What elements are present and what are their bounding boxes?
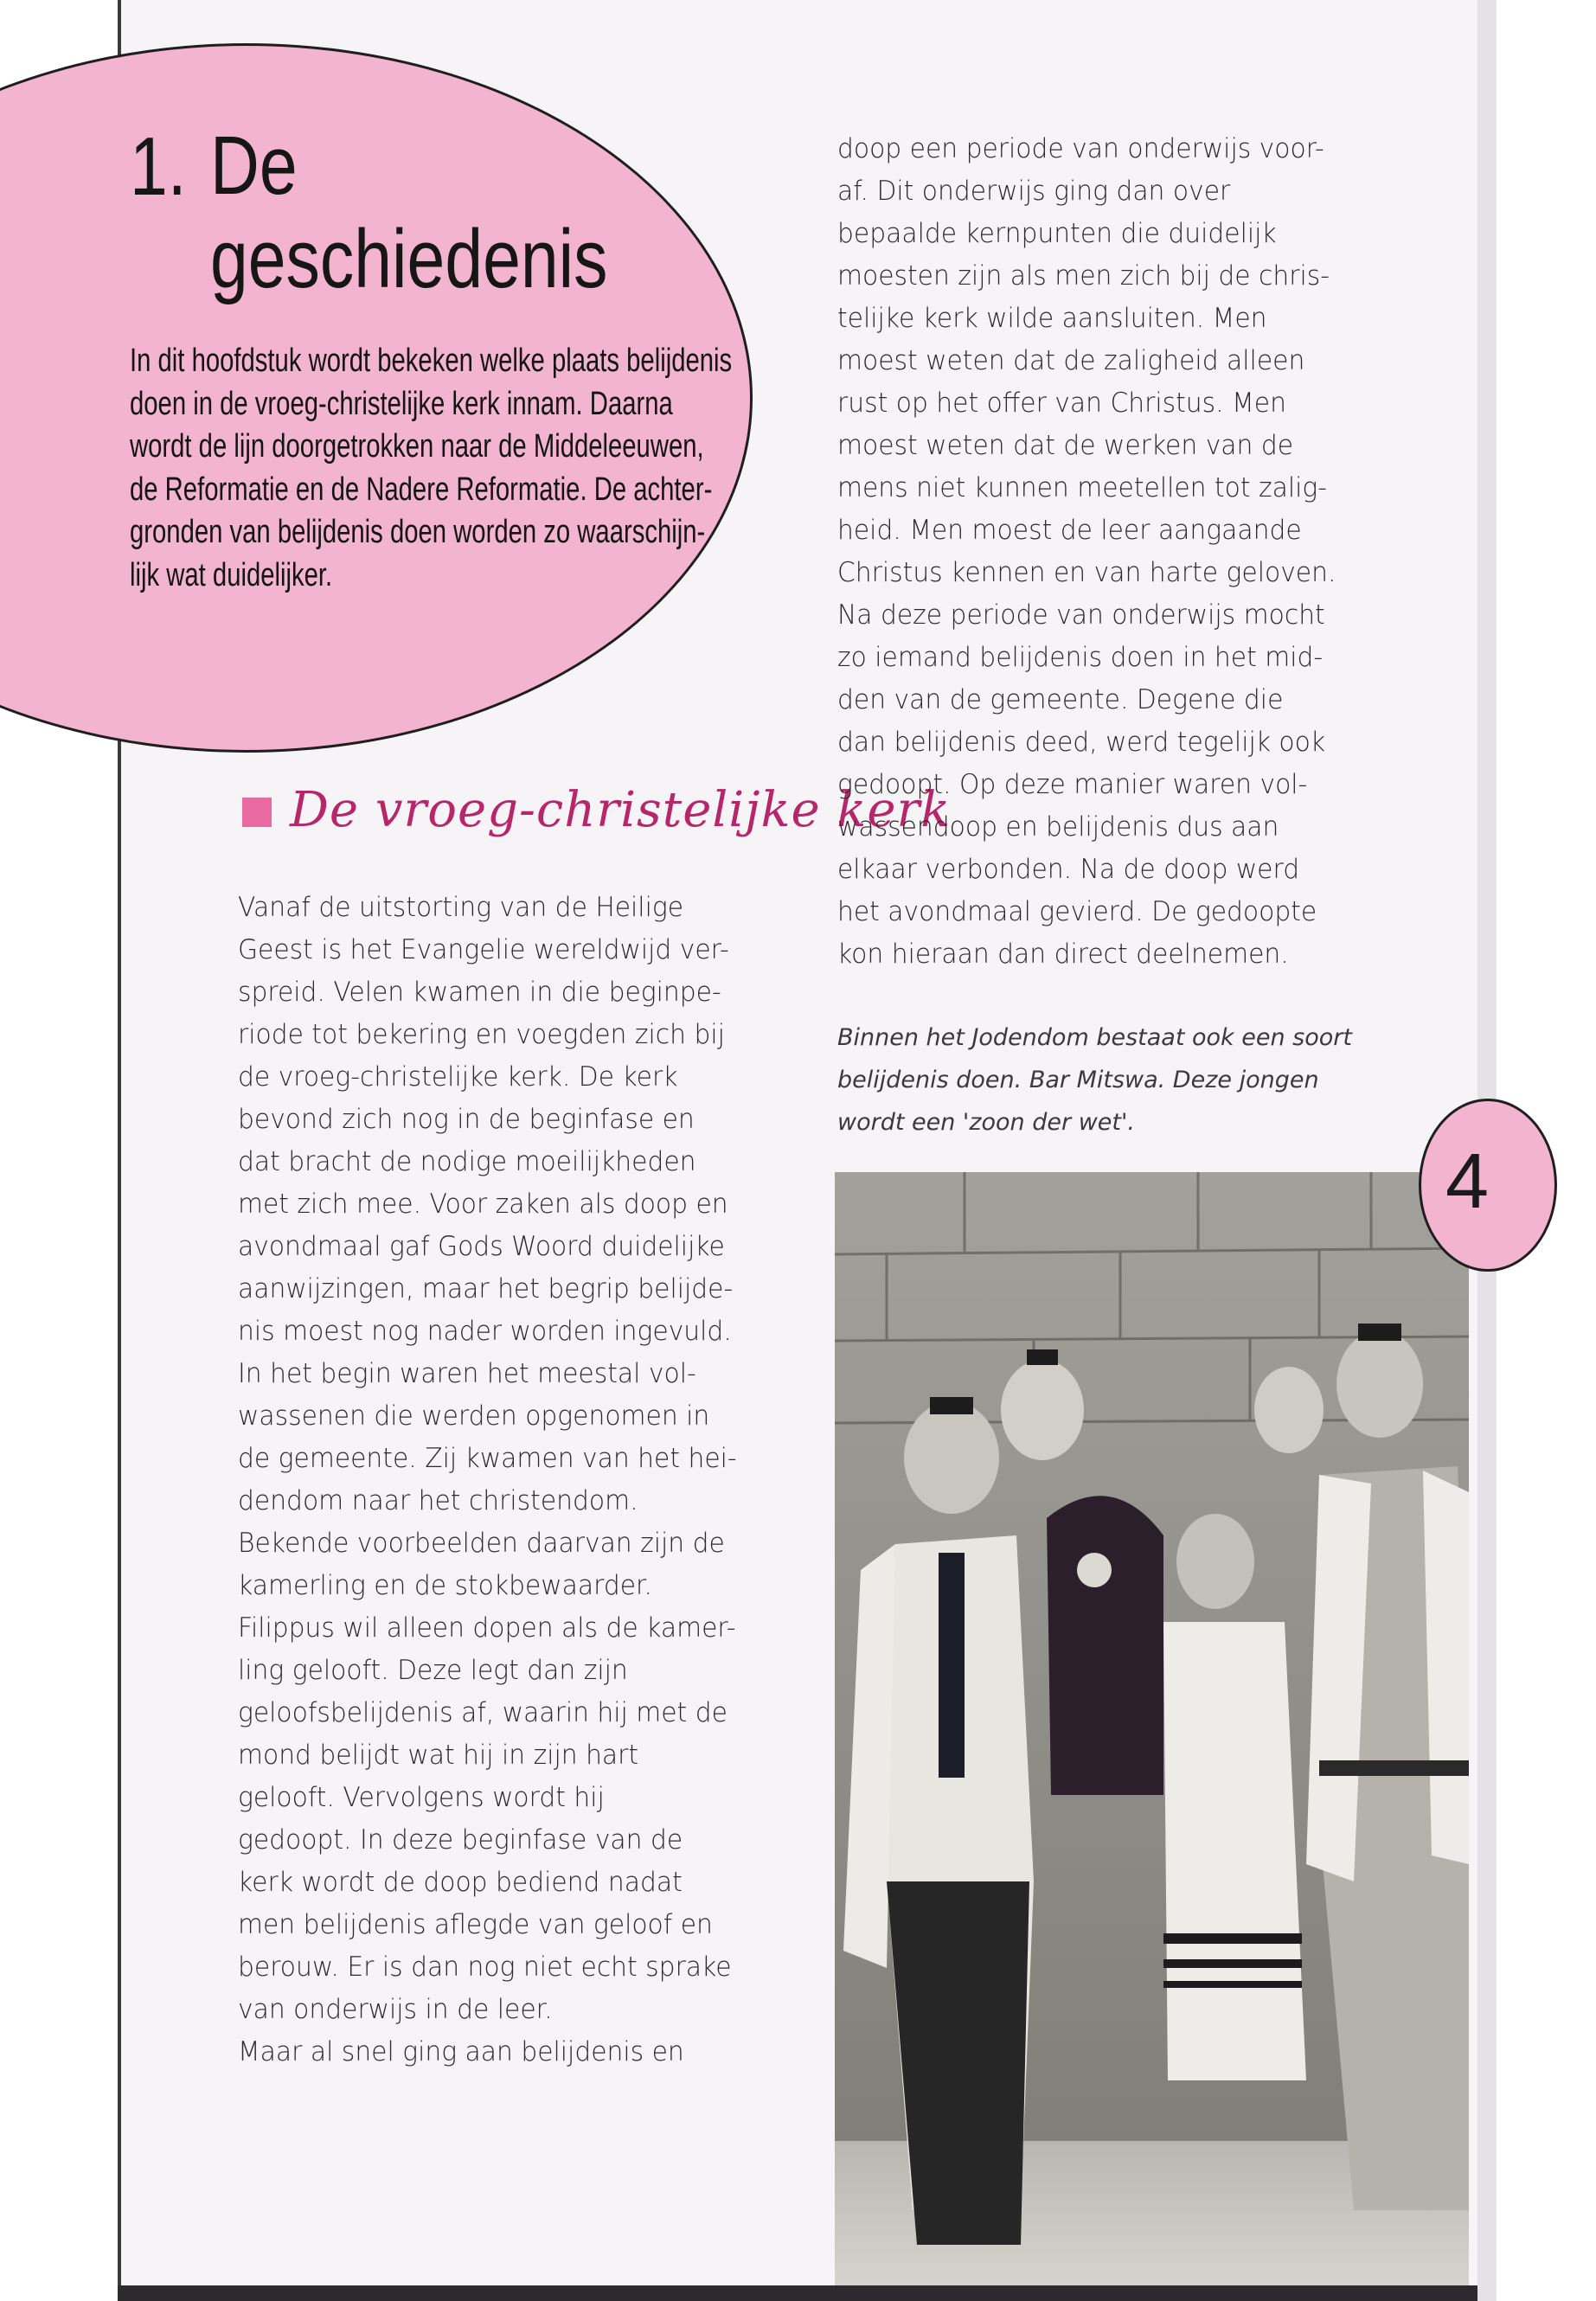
body-line: men belijdenis aflegde van geloof en bbox=[238, 1909, 713, 1940]
body-line: de vroeg-christelijke kerk. De kerk bbox=[238, 1061, 678, 1093]
body-line: riode tot bekering en voegden zich bij bbox=[238, 1019, 725, 1050]
chapter-tab-number: 4 bbox=[1445, 1138, 1490, 1225]
chapter-tab bbox=[1419, 1099, 1557, 1272]
body-line: telijke kerk wilde aansluiten. Men bbox=[837, 303, 1267, 334]
square-bullet-icon bbox=[242, 798, 272, 827]
intro-line: lijk wat duidelijker. bbox=[130, 556, 333, 593]
photo-caption bbox=[837, 1016, 1400, 1144]
body-line: Vanaf de uitstorting van de Heilige bbox=[238, 892, 684, 923]
body-line: Bekende voorbeelden daarvan zijn de bbox=[238, 1528, 725, 1559]
body-line: spreid. Velen kwamen in die beginpe- bbox=[238, 977, 721, 1008]
body-right-column bbox=[837, 128, 1377, 976]
body-line: dendom naar het christendom. bbox=[238, 1485, 638, 1516]
bar-mitzvah-photo bbox=[835, 1172, 1469, 2285]
chapter-number: 1. bbox=[130, 120, 187, 213]
body-line: avondmaal gaf Gods Woord duidelijke bbox=[238, 1231, 725, 1262]
body-line: af. Dit onderwijs ging dan over bbox=[837, 176, 1231, 207]
body-line: mond belijdt wat hij in zijn hart bbox=[238, 1740, 639, 1771]
chapter-title: De geschiedenis bbox=[210, 119, 608, 305]
body-line: Filippus wil alleen dopen als de kamer- bbox=[238, 1612, 736, 1644]
body-line: moesten zijn als men zich bij de chris- bbox=[837, 260, 1330, 292]
body-line: het avondmaal gevierd. De gedoopte bbox=[837, 896, 1317, 927]
body-line: ling gelooft. Deze legt dan zijn bbox=[238, 1655, 628, 1686]
caption-line: belijdenis doen. Bar Mitswa. Deze jongen bbox=[837, 1067, 1319, 1093]
body-line: elkaar verbonden. Na de doop werd bbox=[837, 854, 1300, 885]
body-line: dan belijdenis deed, werd tegelijk ook bbox=[837, 727, 1326, 758]
body-line: Geest is het Evangelie wereldwijd ver- bbox=[238, 934, 729, 965]
body-line: kon hieraan dan direct deelnemen. bbox=[837, 939, 1289, 970]
body-line: zo iemand belijdenis doen in het mid- bbox=[837, 642, 1324, 673]
caption-line: wordt een 'zoon der wet'. bbox=[837, 1109, 1135, 1136]
body-line: gelooft. Vervolgens wordt hij bbox=[238, 1782, 605, 1813]
body-line: berouw. Er is dan nog niet echt sprake bbox=[238, 1952, 732, 1983]
body-left-column bbox=[238, 887, 803, 2073]
body-line: rust op het offer van Christus. Men bbox=[837, 388, 1286, 419]
body-line: mens niet kunnen meetellen tot zalig- bbox=[837, 472, 1327, 503]
bottom-rule bbox=[118, 2285, 1477, 2301]
body-line: bevond zich nog in de beginfase en bbox=[238, 1104, 695, 1135]
body-line: wassendoop en belijdenis dus aan bbox=[837, 811, 1279, 843]
body-line: dat bracht de nodige moeilijkheden bbox=[238, 1146, 696, 1177]
body-line: nis moest nog nader worden ingevuld. bbox=[238, 1316, 732, 1347]
intro-line: doen in de vroeg-christelijke kerk innam. Daarna bbox=[130, 385, 673, 422]
intro-line: In dit hoofdstuk wordt bekeken welke plaats belijdenis bbox=[130, 343, 733, 379]
chapter-intro bbox=[130, 340, 733, 597]
body-line: gedoopt. Op deze manier waren vol- bbox=[837, 769, 1308, 800]
body-line: wassenen die werden opgenomen in bbox=[238, 1400, 710, 1432]
body-line: geloofsbelijdenis af, waarin hij met de bbox=[238, 1697, 727, 1728]
body-line: heid. Men moest de leer aangaande bbox=[837, 515, 1302, 546]
body-line: doop een periode van onderwijs voor- bbox=[837, 133, 1324, 164]
body-line: Christus kennen en van harte geloven. bbox=[837, 557, 1336, 588]
section-heading bbox=[242, 782, 952, 856]
body-line: kamerling en de stokbewaarder. bbox=[238, 1570, 652, 1601]
photo-illustration bbox=[835, 1172, 1469, 2285]
body-line: van onderwijs in de leer. bbox=[238, 1994, 553, 2025]
body-line: met zich mee. Voor zaken als doop en bbox=[238, 1189, 728, 1220]
body-line: de gemeente. Zij kwamen van het hei- bbox=[238, 1443, 737, 1474]
body-line: gedoopt. In deze beginfase van de bbox=[238, 1824, 683, 1856]
body-line: kerk wordt de doop bediend nadat bbox=[238, 1867, 683, 1898]
intro-line: gronden van belijdenis doen worden zo waarschijn- bbox=[130, 514, 706, 550]
body-line: bepaalde kernpunten die duidelijk bbox=[837, 218, 1277, 249]
intro-line: de Reformatie en de Nadere Reformatie. De achter- bbox=[130, 471, 713, 508]
body-line: den van de gemeente. Degene die bbox=[837, 684, 1284, 715]
body-line: moest weten dat de werken van de bbox=[837, 430, 1294, 461]
caption-line: Binnen het Jodendom bestaat ook een soort bbox=[837, 1024, 1352, 1051]
section-heading-text: De vroeg-christelijke kerk bbox=[290, 782, 952, 838]
body-line: In het begin waren het meestal vol- bbox=[238, 1358, 696, 1389]
intro-line: wordt de lijn doorgetrokken naar de Middeleeuwen, bbox=[130, 428, 704, 465]
body-line: moest weten dat de zaligheid alleen bbox=[837, 345, 1305, 376]
body-line: Maar al snel ging aan belijdenis en bbox=[238, 2036, 684, 2067]
body-line: aanwijzingen, maar het begrip belijde- bbox=[238, 1273, 734, 1304]
body-line: Na deze periode van onderwijs mocht bbox=[837, 599, 1325, 631]
